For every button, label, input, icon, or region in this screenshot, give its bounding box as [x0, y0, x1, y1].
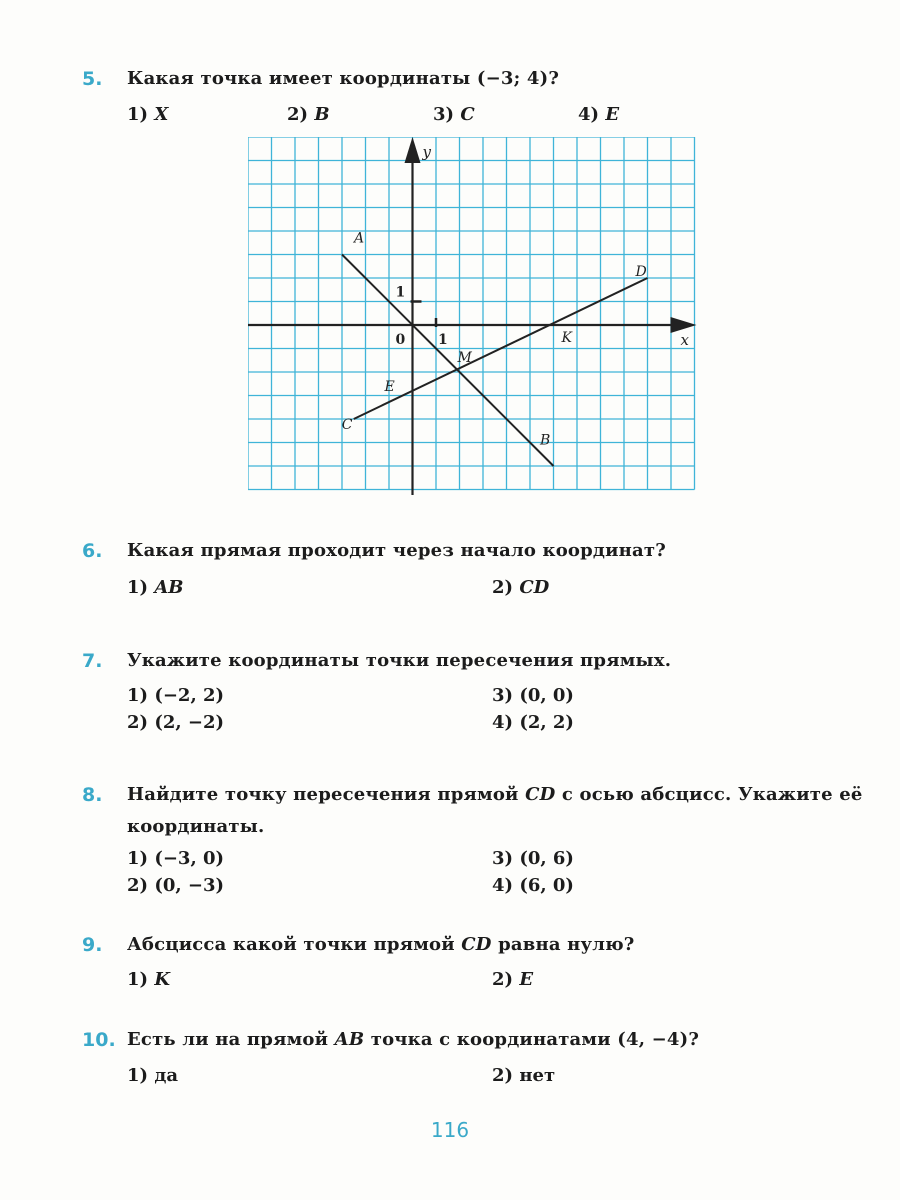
answer-option[interactable]: 2) (0, −3): [127, 875, 225, 896]
point-label-K: K: [561, 330, 572, 346]
question-text: Какая точка имеет координаты (−3; 4)?: [127, 68, 560, 89]
answer-option[interactable]: 2) E: [492, 969, 534, 990]
answer-option[interactable]: 4) (2, 2): [492, 712, 574, 733]
answer-option[interactable]: 4) (6, 0): [492, 875, 574, 896]
answer-option[interactable]: 3) (0, 6): [492, 848, 574, 869]
answer-option[interactable]: 1) X: [127, 104, 169, 125]
question-number: 5.: [82, 68, 103, 90]
axes: [248, 137, 697, 495]
answer-option[interactable]: 1) K: [127, 969, 170, 990]
answer-option[interactable]: 2) (2, −2): [127, 712, 225, 733]
line-AB: [342, 255, 554, 467]
lines: [342, 255, 648, 467]
unit-y-label: 1: [395, 284, 406, 301]
question-text: Укажите координаты точки пересечения прямых.: [127, 650, 672, 671]
unit-x-label: 1: [438, 332, 448, 348]
point-label-D: D: [635, 264, 647, 280]
answer-option[interactable]: 1) (−2, 2): [127, 685, 225, 706]
question-number: 9.: [82, 934, 103, 956]
answer-option[interactable]: 3) C: [433, 104, 475, 125]
question-number: 6.: [82, 540, 103, 562]
question-number: 10.: [82, 1029, 116, 1051]
answer-option[interactable]: 2) B: [287, 104, 330, 125]
answer-option[interactable]: 4) E: [578, 104, 620, 125]
answer-option[interactable]: 1) AB: [127, 577, 184, 598]
point-label-M: M: [457, 350, 472, 366]
question-number: 7.: [82, 650, 103, 672]
question-text: Найдите точку пересечения прямой CD с осью абсцисс. Укажите её координаты.: [127, 784, 863, 837]
question-number: 8.: [82, 784, 103, 806]
y-axis-arrow: [405, 137, 421, 163]
point-label-A: A: [354, 230, 365, 247]
y-axis-label: y: [422, 143, 431, 161]
answer-option[interactable]: 1) (−3, 0): [127, 848, 225, 869]
question-text: Абсцисса какой точки прямой CD равна нулю?: [127, 934, 635, 955]
x-axis-label: x: [680, 331, 689, 349]
point-label-E: E: [384, 378, 395, 395]
point-label-C: C: [341, 417, 353, 433]
answer-option[interactable]: 1) да: [127, 1065, 178, 1086]
coordinate-graph: [248, 137, 698, 495]
answer-option[interactable]: 2) нет: [492, 1065, 556, 1086]
page-number: 116: [430, 1118, 470, 1142]
point-label-B: B: [540, 432, 551, 449]
grid: [248, 137, 695, 490]
answer-option[interactable]: 3) (0, 0): [492, 685, 574, 706]
answer-option[interactable]: 2) CD: [492, 577, 550, 598]
question-text: Какая прямая проходит через начало координат?: [127, 540, 666, 561]
origin-label: 0: [395, 332, 406, 348]
labels: [342, 143, 690, 449]
question-text: Есть ли на прямой AB точка с координатами (4, −4)?: [127, 1029, 700, 1050]
